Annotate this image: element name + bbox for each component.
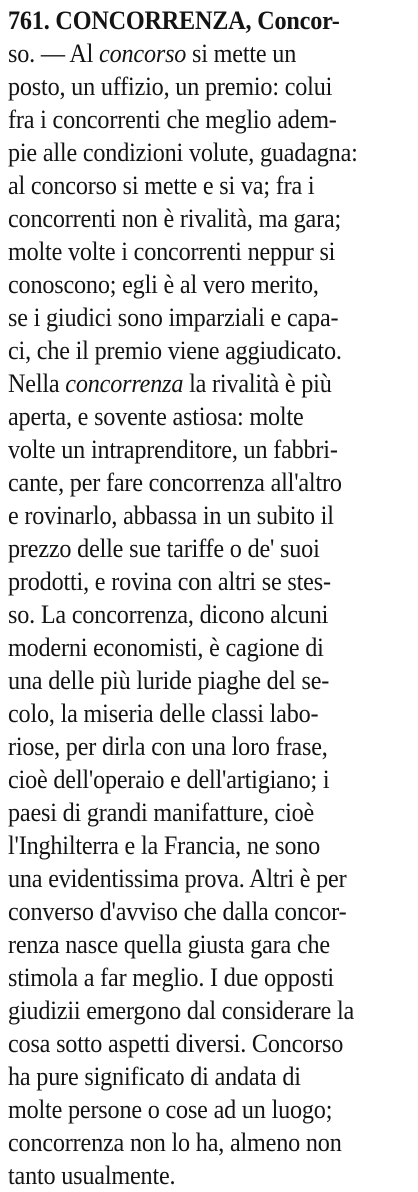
entry-text-line <box>8 1060 382 1093</box>
entry-text-line <box>8 202 382 235</box>
text-segment: riose, per dirla con una loro frase, <box>8 732 328 761</box>
text-segment: colo, la miseria delle classi labo- <box>8 699 319 728</box>
text-segment: so. La concorrenza, dicono alcuni <box>8 600 329 629</box>
entry-text-line <box>8 994 382 1027</box>
entry-text-line <box>8 1126 382 1159</box>
text-segment: ci, che il premio viene aggiudicato. <box>8 336 342 365</box>
entry-heading-line <box>8 4 382 37</box>
text-segment: volte un intraprenditore, un fabbri- <box>8 435 338 464</box>
entry-text-line <box>8 961 382 994</box>
text-segment: conoscono; egli è al vero merito, <box>8 270 319 299</box>
text-segment: pie alle condizioni volute, guadagna: <box>8 138 358 167</box>
entry-text-line <box>8 598 382 631</box>
entry-text-line <box>8 433 382 466</box>
entry-text-line <box>8 1027 382 1060</box>
entry-text-line <box>8 499 382 532</box>
italic-term: concorso <box>99 39 187 68</box>
text-segment: 761. CONCORRENZA, Concor- <box>8 6 340 35</box>
text-segment: Nella <box>8 369 66 398</box>
text-segment: al concorso si mette e si va; fra i <box>8 171 315 200</box>
text-segment: prodotti, e rovina con altri se stes- <box>8 567 331 596</box>
entry-text-line <box>8 928 382 961</box>
entry-text-line <box>8 367 382 400</box>
text-segment: giudizii emergono dal considerare la <box>8 996 355 1025</box>
text-segment: una delle più luride piaghe del se- <box>8 666 330 695</box>
entry-text-line <box>8 268 382 301</box>
entry-text-line <box>8 136 382 169</box>
entry-text-line <box>8 1093 382 1126</box>
text-segment: stimola a far meglio. I due opposti <box>8 963 334 992</box>
entry-text-line <box>8 1159 382 1192</box>
entry-text-line <box>8 169 382 202</box>
text-segment: cante, per fare concorrenza all'altro <box>8 468 342 497</box>
text-segment: moderni economisti, è cagione di <box>8 633 324 662</box>
text-segment: e rovinarlo, abbassa in un subito il <box>8 501 334 530</box>
text-segment: tanto usualmente. <box>8 1161 176 1190</box>
entry-text-line <box>8 565 382 598</box>
entry-text-line <box>8 763 382 796</box>
text-segment: cioè dell'operaio e dell'artigiano; i <box>8 765 330 794</box>
entry-text-line <box>8 301 382 334</box>
text-segment: molte volte i concorrenti neppur si <box>8 237 336 266</box>
entry-text-line <box>8 466 382 499</box>
text-segment: la rivalità è più <box>183 369 332 398</box>
text-segment: cosa sotto aspetti diversi. Concorso <box>8 1029 344 1058</box>
entry-text-line <box>8 334 382 367</box>
entry-text-line <box>8 70 382 103</box>
text-segment: fra i concorrenti che meglio adem- <box>8 105 337 134</box>
entry-text-line <box>8 730 382 763</box>
entry-text-line <box>8 697 382 730</box>
text-segment: ha pure significato di andata di <box>8 1062 301 1091</box>
italic-term: concorrenza <box>65 369 184 398</box>
text-segment: molte persone o cose ad un luogo; <box>8 1095 333 1124</box>
entry-text-line <box>8 895 382 928</box>
entry-text-line <box>8 235 382 268</box>
text-segment: concorrenza non lo ha, almeno non <box>8 1128 342 1157</box>
text-segment: concorrenti non è rivalità, ma gara; <box>8 204 342 233</box>
text-segment: una evidentissima prova. Altri è per <box>8 864 347 893</box>
text-segment: so. — Al <box>8 39 100 68</box>
entry-text-line <box>8 829 382 862</box>
text-segment: se i giudici sono imparziali e capa- <box>8 303 339 332</box>
entry-text-line <box>8 103 382 136</box>
text-segment: prezzo delle sue tariffe o de' suoi <box>8 534 320 563</box>
text-segment: aperta, e sovente astiosa: molte <box>8 402 304 431</box>
entry-text-line <box>8 796 382 829</box>
text-segment: renza nasce quella giusta gara che <box>8 930 330 959</box>
entry-text-line <box>8 862 382 895</box>
entry-text-line <box>8 664 382 697</box>
text-segment: converso d'avviso che dalla concor- <box>8 897 347 926</box>
text-segment: posto, un uffizio, un premio: colui <box>8 72 333 101</box>
text-segment: l'Inghilterra e la Francia, ne sono <box>8 831 321 860</box>
text-segment: paesi di grandi manifatture, cioè <box>8 798 315 827</box>
entry-text-line <box>8 631 382 664</box>
entry-text-line <box>8 532 382 565</box>
entry-text-line <box>8 37 382 70</box>
text-segment: si mette un <box>186 39 297 68</box>
dictionary-entry <box>8 4 410 1192</box>
entry-text-line <box>8 400 382 433</box>
